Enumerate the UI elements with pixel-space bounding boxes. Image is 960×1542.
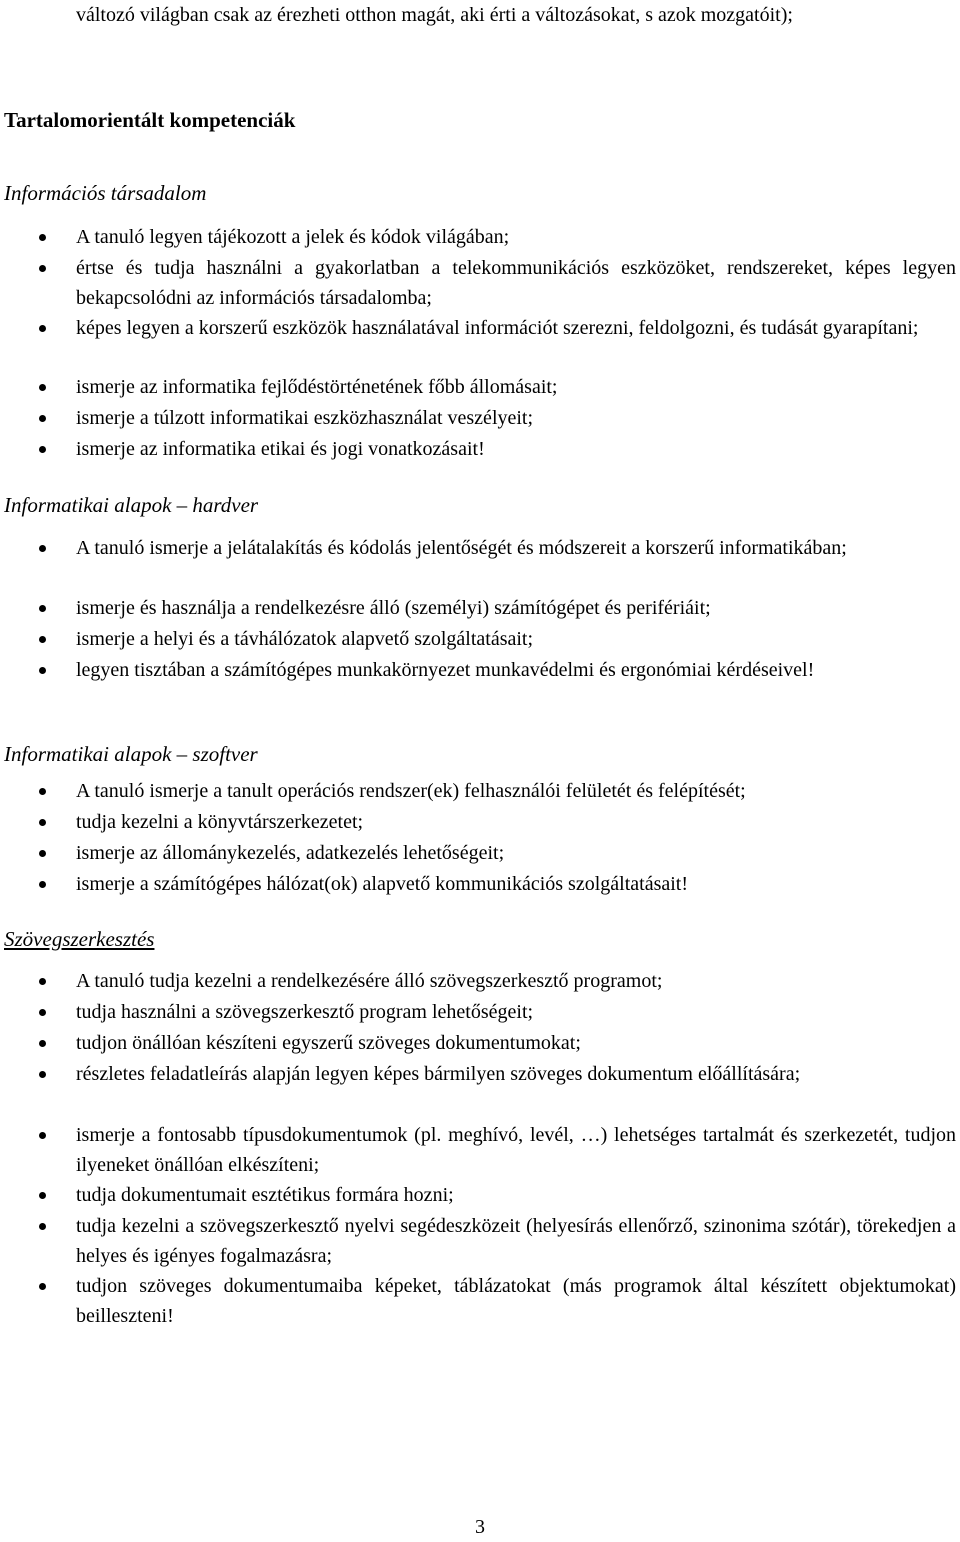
section-heading-informacios-tarsadalom: Információs társadalom [4,181,207,205]
list-item-text: ismerje a helyi és a távhálózatok alapvető szolgáltatásait; [76,628,534,650]
list-item-text: A tanuló tudja kezelni a rendelkezésére álló szövegszerkesztő programot; [76,970,663,992]
bullet-icon [38,1180,46,1210]
list-item-text: ismerje az állománykezelés, adatkezelés lehetőségeit; [76,842,505,864]
main-heading: Tartalomorientált kompetenciák [4,108,296,132]
list-item-text: A tanuló ismerje a jelátalakítás és kódolás jelentőségét és módszereit a korszerű informatikában; [76,537,847,559]
list-item [0,997,960,1027]
bullet-icon [38,593,46,623]
list-item [0,1059,960,1089]
list-item-text: ismerje és használja a rendelkezésre álló (személyi) számítógépet és perifériáit; [76,597,711,619]
list-item-text: tudjon önállóan készíteni egyszerű szöveges dokumentumokat; [76,1032,581,1054]
bullet-icon [38,222,46,252]
page-number: 3 [475,1516,485,1538]
list-item-text: A tanuló ismerje a tanult operációs rendszer(ek) felhasználói felületét és felépítését; [76,780,746,802]
list-item-text: tudja használni a szövegszerkesztő program lehetőségeit; [76,1001,534,1023]
list-item [0,1028,960,1058]
section-heading-szovegszerkesztes: Szövegszerkesztés [4,927,155,951]
list-item [0,313,960,343]
list-item [0,655,960,685]
list-item [0,1180,960,1210]
list-item-text: ismerje a számítógépes hálózat(ok) alapvető kommunikációs szolgáltatásait! [76,873,689,895]
bullet-icon [38,997,46,1027]
list-item-text: legyen tisztában a számítógépes munkakörnyezet munkavédelmi és ergonómiai kérdéseivel! [76,659,815,681]
bullet-icon [38,1028,46,1058]
list-item [0,222,960,252]
bullet-icon [38,807,46,837]
bullet-icon [38,624,46,654]
list-item [0,372,960,402]
bullet-icon [38,1271,46,1301]
bullet-icon [38,869,46,899]
bullet-icon [38,966,46,996]
bullet-icon [38,372,46,402]
bullet-icon [38,403,46,433]
list-item [0,624,960,654]
list-item [0,869,960,899]
list-item [0,434,960,464]
list-item [0,1120,960,1180]
list-item [0,253,960,313]
bullet-icon [38,776,46,806]
bullet-icon [38,434,46,464]
bullet-icon [38,1120,46,1150]
list-item [0,807,960,837]
list-item-text: A tanuló legyen tájékozott a jelek és kódok világában; [76,226,510,248]
list-item [0,838,960,868]
list-item-text: értse és tudja használni a gyakorlatban a telekommunikációs eszközöket, rendszereket, képes legyen bekapcsolódni az információs társadalomba; [76,257,956,309]
list-item-text: tudjon szöveges dokumentumaiba képeket, táblázatokat (más programok által készített objektumokat) beilleszteni! [76,1275,956,1327]
list-item [0,533,960,563]
list-item-text: ismerje a túlzott informatikai eszközhasználat veszélyeit; [76,407,534,429]
bullet-icon [38,313,46,343]
bullet-icon [38,655,46,685]
bullet-icon [38,253,46,283]
list-item [0,1211,960,1271]
section-heading-hardver: Informatikai alapok – hardver [4,493,259,517]
section-heading-szoftver: Informatikai alapok – szoftver [4,742,258,766]
list-item-text: tudja dokumentumait esztétikus formára hozni; [76,1184,454,1206]
list-item [0,593,960,623]
list-item-text: ismerje az informatika etikai és jogi vonatkozásait! [76,438,485,460]
list-item-text: részletes feladatleírás alapján legyen képes bármilyen szöveges dokumentum előállítására; [76,1063,801,1085]
list-item-text: képes legyen a korszerű eszközök használatával információt szerezni, feldolgozni, és tudását gyarapítani; [76,317,919,339]
bullet-icon [38,533,46,563]
list-item-text: ismerje a fontosabb típusdokumentumok (pl. meghívó, levél, …) lehetséges tartalmát és szerkezetét, tudjon ilyeneket önállóan elkészíteni; [76,1124,956,1176]
bullet-icon [38,1211,46,1241]
bullet-icon [38,838,46,868]
list-item [0,1271,960,1331]
bullet-icon [38,1059,46,1089]
list-item [0,403,960,433]
list-item-text: ismerje az informatika fejlődéstörténetének főbb állomásait; [76,376,558,398]
list-item-text: tudja kezelni a szövegszerkesztő nyelvi segédeszközeit (helyesírás ellenőrző, szinonima szótár), törekedjen a helyes és igényes fogalmazásra; [76,1215,956,1267]
list-item [0,966,960,996]
list-item [0,776,960,806]
intro-paragraph: változó világban csak az érezheti otthon magát, aki érti a változásokat, s azok mozgatóit); [76,4,793,26]
list-item-text: tudja kezelni a könyvtárszerkezetet; [76,811,364,833]
